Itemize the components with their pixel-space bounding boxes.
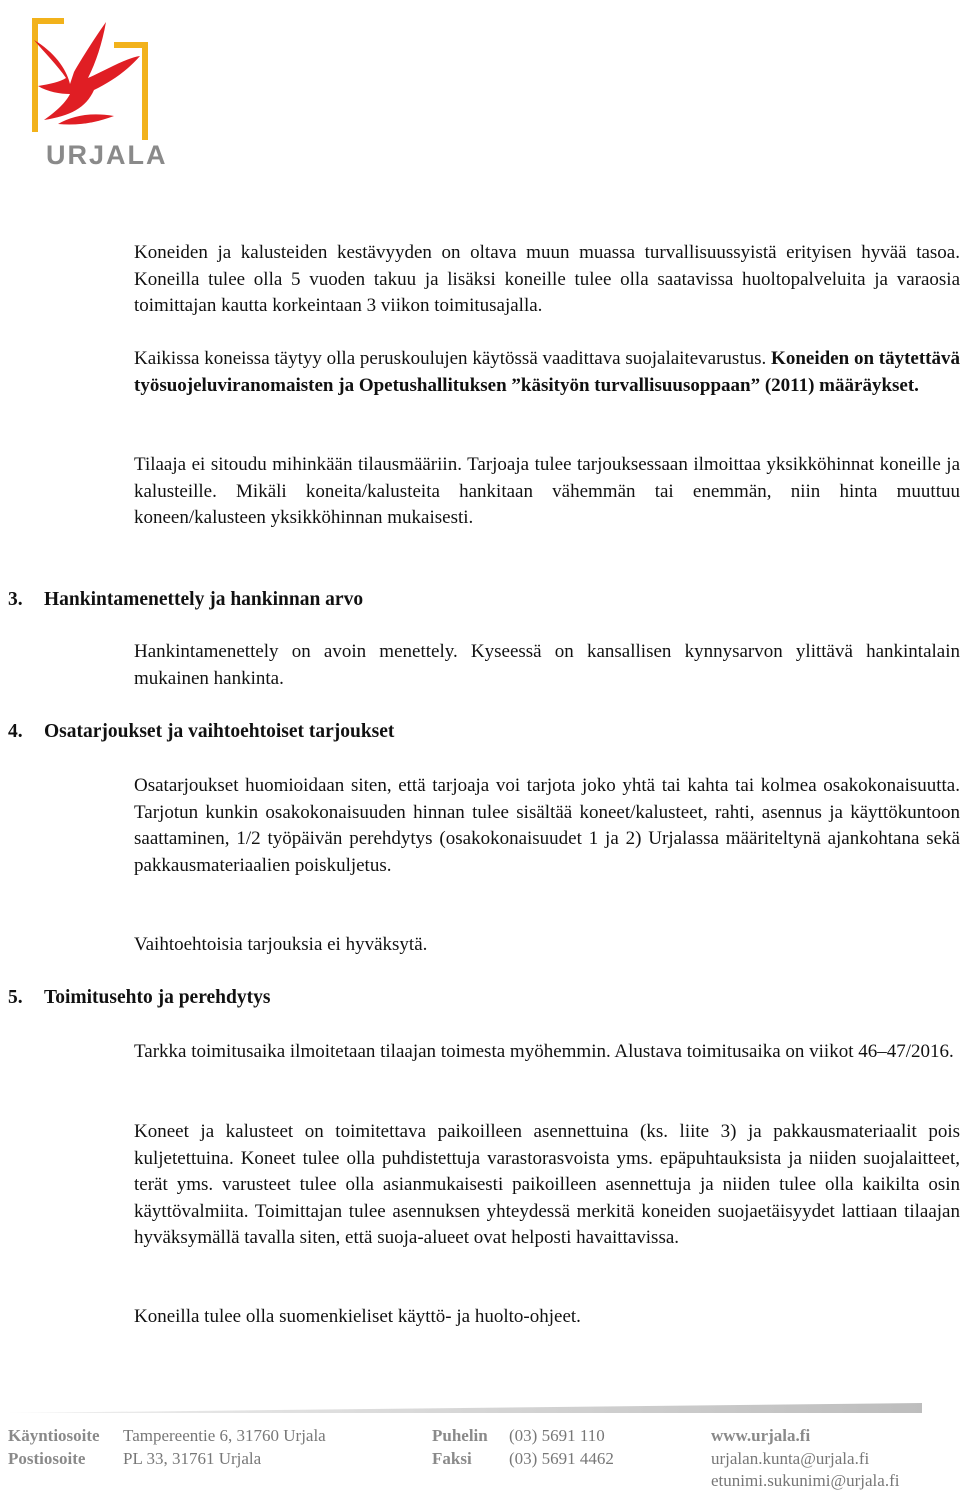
section-number: 4. xyxy=(8,721,23,742)
paragraph-alternatives: Vaihtoehtoisia tarjouksia ei hyväksytä. xyxy=(134,934,428,955)
postal-address-label: Postiosoite xyxy=(8,1449,86,1468)
phone-label: Puhelin xyxy=(432,1426,488,1445)
section-title: Hankintamenettely ja hankinnan arvo xyxy=(44,589,364,610)
paragraph-durability: Koneiden ja kalusteiden kestävyyden on oltava muun muassa turvallisuussyistä erityisen hyvää tasoa. Koneilla tulee olla 5 vuoden takuu ja lisäksi koneille tulee olla saatavissa huoltopalveluita ja varaosia toimittajan kautta korkeintaan 3 viikon toimitusajalla. xyxy=(134,242,960,317)
paragraph-quantities: Tilaaja ei sitoudu mihinkään tilausmääriin. Tarjoaja tulee tarjouksessaan ilmoittaa yksikköhinnat koneille ja kalusteille. Mikäli koneita/kalusteita hankitaan vähemmän tai enemmän, niin hinta muuttuu koneen/kalusteen yksikköhinnan mukaisesti. xyxy=(134,454,960,529)
section-number: 3. xyxy=(8,589,23,610)
section-number: 5. xyxy=(8,987,23,1008)
website-link[interactable]: www.urjala.fi xyxy=(711,1426,811,1445)
safety-requirement-text: Koneiden on täytettävä työsuojeluviranomaisten ja Opetushallituksen ”käsityön turvallisuusoppaan” (2011) määräykset. xyxy=(134,348,960,396)
section-heading-5 xyxy=(8,985,270,1011)
section-heading-3 xyxy=(8,587,363,613)
paragraph-delivery-time: Tarkka toimitusaika ilmoitetaan tilaajan toimesta myöhemmin. Alustava toimitusaika on viikot 46–47/2016. xyxy=(134,1041,954,1062)
logo-text: URJALA xyxy=(46,140,168,170)
section-title: Toimitusehto ja perehdytys xyxy=(44,987,271,1008)
fax-number: (03) 5691 4462 xyxy=(509,1449,614,1468)
footer-divider xyxy=(8,1403,922,1413)
phone-number: (03) 5691 110 xyxy=(509,1426,605,1445)
paragraph-partial-offers: Osatarjoukset huomioidaan siten, että tarjoaja voi tarjota joko yhtä tai kahta tai kolmea osakokonaisuutta. Tarjotun kunkin osakokonaisuuden hinnan tulee sisältää koneet/kalusteet, rahti, asennus ja käyttökuntoon saattaminen, 1/2 työpäivän perehdytys (osakokonaisuudet 1 ja 2) Urjalassa määriteltynä ajankohtana sekä pakkausmateriaalien poiskuljetus. xyxy=(134,775,960,876)
section-title: Osatarjoukset ja vaihtoehtoiset tarjoukset xyxy=(44,721,395,742)
email-link[interactable]: urjalan.kunta@urjala.fi xyxy=(711,1449,870,1468)
section-heading-4 xyxy=(8,719,394,745)
fax-label: Faksi xyxy=(432,1449,472,1468)
paragraph-manuals: Koneilla tulee olla suomenkieliset käyttö- ja huolto-ohjeet. xyxy=(134,1306,581,1327)
visit-address-label: Käyntiosoite xyxy=(8,1426,100,1445)
email-format-link[interactable]: etunimi.sukunimi@urjala.fi xyxy=(711,1471,900,1490)
paragraph-safety xyxy=(134,346,960,399)
paragraph-installation: Koneet ja kalusteet on toimitettava paikoilleen asennettuina (ks. liite 3) ja pakkausmateriaalit pois kuljetettuina. Koneet tulee olla puhdistettuja varastorasvoista yms. epäpuhtauksista ja niiden suojalaitteet, terät yms. varusteet tulee olla asianmukaisesti paikoilleen asennettuja ja niiden tulee olla kaikilta osin käyttövalmiita. Toimittajan tulee asennuksen yhteydessä merkitä koneiden suojaetäisyydet lattiaan tilaajan hyväksymällä tavalla siten, että suoja-alueet ovat helposti havaittavissa. xyxy=(134,1121,960,1249)
postal-address: PL 33, 31761 Urjala xyxy=(123,1449,262,1468)
safety-text: Kaikissa koneissa täytyy olla peruskoulujen käytössä vaadittava suojalaitevarustus. xyxy=(134,348,767,369)
visit-address: Tampereentie 6, 31760 Urjala xyxy=(123,1426,326,1445)
paragraph-procedure: Hankintamenettely on avoin menettely. Kyseessä on kansallisen kynnysarvon ylittävä hankintalain mukainen hankinta. xyxy=(134,641,960,689)
